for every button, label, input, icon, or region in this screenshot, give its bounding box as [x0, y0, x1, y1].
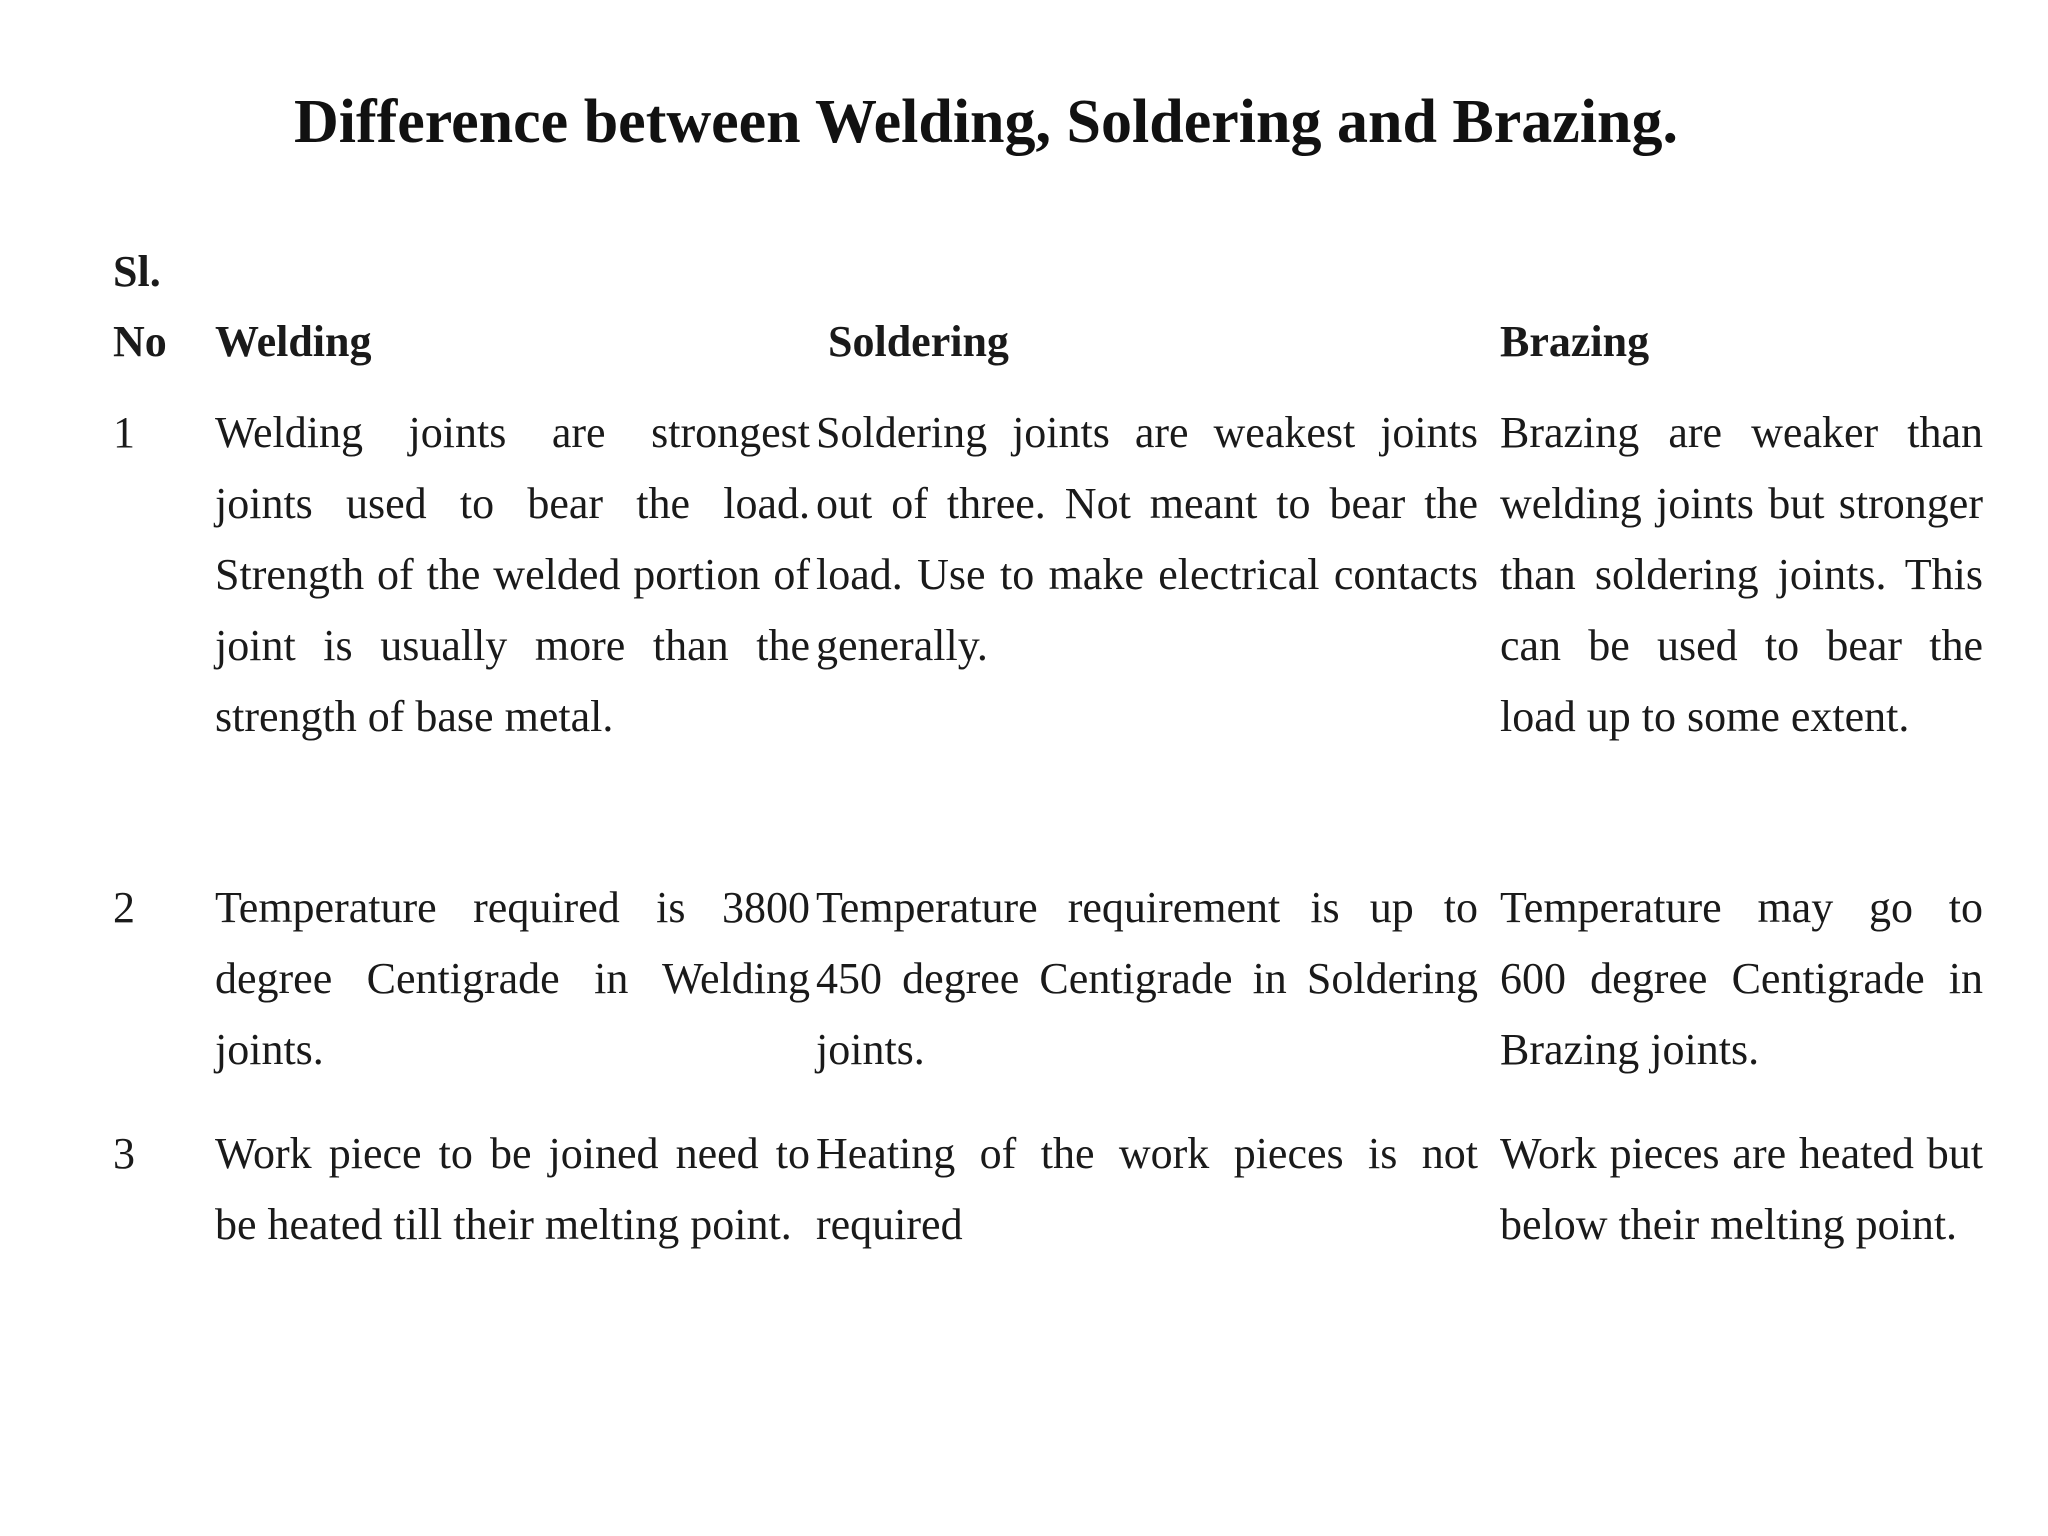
header-brazing: Brazing	[1500, 317, 1650, 366]
cell-brazing: Brazing are weaker than welding joints but stronger than soldering joints. This can be used to bear the load up to some extent.	[1500, 408, 1983, 741]
cell-welding: Welding joints are strongest joints used to bear the load. Strength of the welded portion of joint is usually more than the strength of base metal.	[215, 408, 810, 741]
header-sl-label: Sl.	[113, 247, 161, 296]
cell-soldering: Soldering joints are weakest joints out of three. Not meant to bear the load. Use to make electrical contacts generally.	[816, 408, 1478, 670]
header-serial-number	[113, 237, 167, 377]
cell-brazing: Temperature may go to 600 degree Centigrade in Brazing joints.	[1500, 883, 1983, 1074]
row-number: 2	[113, 883, 135, 932]
page-title: Difference between Welding, Soldering and Brazing.	[293, 88, 1679, 156]
cell-soldering: Temperature requirement is up to 450 degree Centigrade in Soldering joints.	[816, 883, 1478, 1074]
cell-soldering: Heating of the work pieces is not required	[816, 1129, 1478, 1249]
row-number: 1	[113, 408, 135, 457]
cell-welding: Work piece to be joined need to be heated till their melting point.	[215, 1129, 810, 1249]
cell-brazing: Work pieces are heated but below their melting point.	[1500, 1129, 1983, 1249]
row-number: 3	[113, 1129, 135, 1178]
cell-welding: Temperature required is 3800 degree Centigrade in Welding joints.	[215, 883, 810, 1074]
header-soldering: Soldering	[828, 317, 1009, 366]
header-no-label: No	[113, 317, 167, 366]
header-welding: Welding	[215, 317, 372, 366]
